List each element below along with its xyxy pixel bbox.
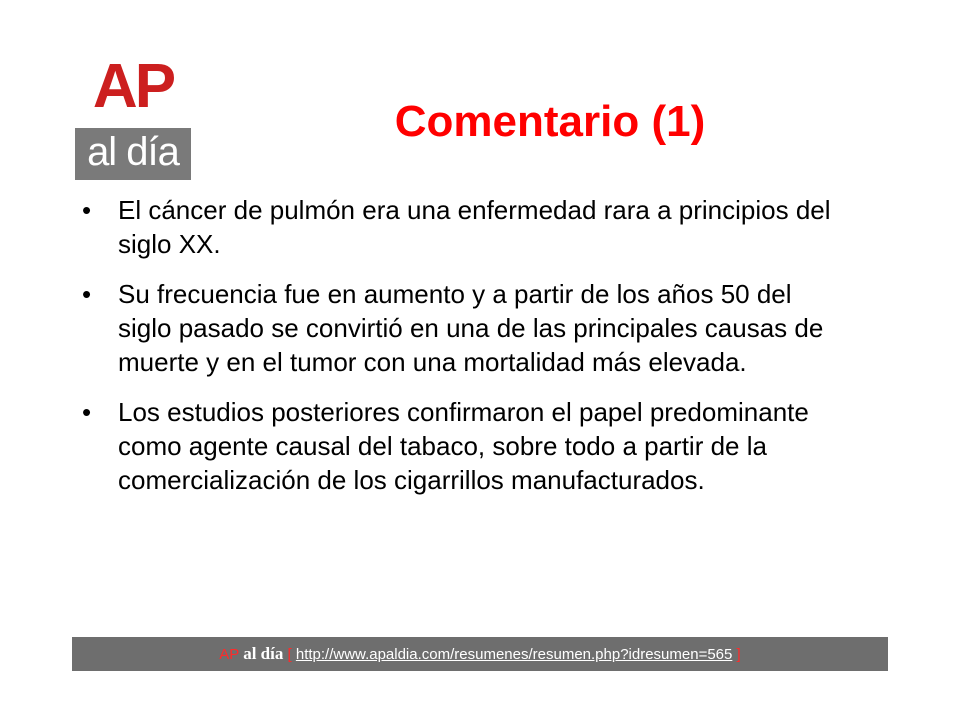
footer-open-bracket: [ <box>287 646 292 663</box>
bullet-dot-icon: • <box>82 279 92 309</box>
bullet-dot-icon: • <box>82 397 92 427</box>
footer-bar <box>72 637 888 671</box>
footer-brand-suffix: al día <box>243 644 284 663</box>
bullet-text: Los estudios posteriores confirmaron el papel predominante como agente causal del tabaco, sobre todo a partir de la comercialización de los cigarrillos manufacturados. <box>118 397 809 495</box>
footer-brand: AP <box>219 646 240 663</box>
logo-aldia-text: al día <box>87 130 179 174</box>
logo-aldia-box <box>75 128 191 180</box>
footer-close-bracket: ] <box>736 646 741 663</box>
bullet-item <box>80 277 850 379</box>
bullet-text: El cáncer de pulmón era una enfermedad rara a principios del siglo XX. <box>118 195 831 259</box>
footer-source-link[interactable]: http://www.apaldia.com/resumenes/resumen.php?idresumen=565 <box>295 646 733 663</box>
bullet-item <box>80 395 850 497</box>
bullet-text: Su frecuencia fue en aumento y a partir de los años 50 del siglo pasado se convirtió en una de las principales causas de muerte y en el tumor con una mortalidad más elevada. <box>118 279 824 377</box>
bullet-dot-icon: • <box>82 195 92 225</box>
apaldia-logo <box>75 52 191 180</box>
bullet-list <box>80 193 850 513</box>
logo-ap-text: AP <box>92 52 174 121</box>
bullet-item <box>80 193 850 261</box>
slide-title: Comentario (1) <box>394 97 706 146</box>
